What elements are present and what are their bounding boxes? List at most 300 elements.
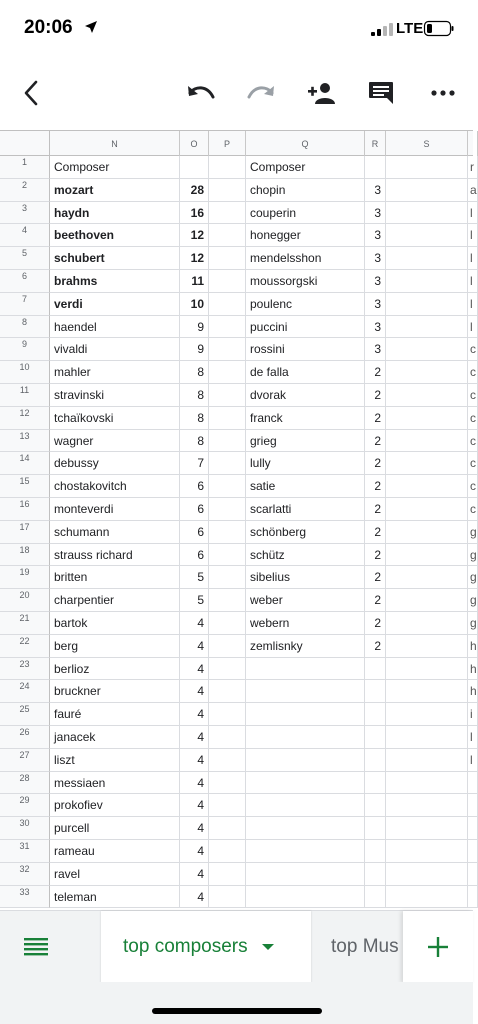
cell-p[interactable] [209, 202, 246, 225]
row-number[interactable]: 19 [0, 566, 50, 589]
cell-p[interactable] [209, 475, 246, 498]
cell-r[interactable] [365, 817, 386, 840]
cell-s[interactable] [386, 316, 468, 339]
cell-s[interactable] [386, 566, 468, 589]
cell-r[interactable] [365, 726, 386, 749]
cell-s[interactable] [386, 749, 468, 772]
table-row [0, 589, 477, 612]
cell-p[interactable] [209, 544, 246, 567]
cell-q[interactable] [246, 817, 365, 840]
cell-n[interactable]: fauré [50, 703, 180, 726]
cell-n[interactable]: berlioz [50, 658, 180, 681]
row-number[interactable]: 17 [0, 521, 50, 544]
cell-s[interactable] [386, 840, 468, 863]
cell-r[interactable]: 2 [365, 635, 386, 658]
cell-q[interactable]: couperin [246, 202, 365, 225]
cell-s[interactable] [386, 384, 468, 407]
cell-r[interactable]: 3 [365, 270, 386, 293]
cell-t[interactable]: l [468, 247, 478, 270]
row-number[interactable]: 10 [0, 361, 50, 384]
cell-s[interactable] [386, 475, 468, 498]
cell-o[interactable]: 4 [180, 726, 209, 749]
cell-r[interactable]: 3 [365, 202, 386, 225]
cell-t[interactable]: h [468, 680, 478, 703]
row-number[interactable]: 24 [0, 680, 50, 703]
cell-q[interactable]: grieg [246, 430, 365, 453]
cell-t[interactable]: h [468, 658, 478, 681]
cell-o[interactable]: 12 [180, 224, 209, 247]
cell-t[interactable]: l [468, 726, 478, 749]
cell-r[interactable] [365, 680, 386, 703]
table-row [0, 794, 473, 817]
row-number[interactable]: 6 [0, 270, 50, 293]
cell-n[interactable]: debussy [50, 452, 180, 475]
cell-r[interactable]: 2 [365, 475, 386, 498]
row-number[interactable]: 7 [0, 293, 50, 316]
cell-r[interactable] [365, 863, 386, 886]
cell-r[interactable] [365, 886, 386, 909]
cell-o[interactable]: 16 [180, 202, 209, 225]
cell-p[interactable] [209, 840, 246, 863]
cell-n[interactable]: chostakovitch [50, 475, 180, 498]
row-number[interactable]: 8 [0, 316, 50, 339]
cell-t[interactable]: g [468, 612, 478, 635]
cell-p[interactable] [209, 156, 246, 179]
table-row [0, 635, 477, 658]
cell-t[interactable]: l [468, 270, 478, 293]
row-number[interactable]: 3 [0, 202, 50, 225]
cell-n[interactable]: mozart [50, 179, 180, 202]
tab-top-composers[interactable] [101, 911, 311, 983]
cell-s[interactable] [386, 338, 468, 361]
cell-s[interactable] [386, 886, 468, 909]
cell-s[interactable] [386, 270, 468, 293]
cell-o[interactable]: 4 [180, 703, 209, 726]
cell-r[interactable]: 2 [365, 430, 386, 453]
cell-t[interactable]: g [468, 544, 478, 567]
cell-o[interactable]: 4 [180, 635, 209, 658]
row-number[interactable]: 30 [0, 817, 50, 840]
cell-t[interactable]: g [468, 521, 478, 544]
cell-r[interactable]: 2 [365, 498, 386, 521]
cell-n[interactable]: messiaen [50, 772, 180, 795]
cell-t[interactable]: l [468, 224, 478, 247]
row-number[interactable]: 15 [0, 475, 50, 498]
cell-p[interactable] [209, 612, 246, 635]
home-indicator[interactable] [152, 1008, 322, 1014]
cell-s[interactable] [386, 612, 468, 635]
cell-q[interactable]: chopin [246, 179, 365, 202]
cell-t[interactable]: g [468, 566, 478, 589]
cell-t[interactable] [468, 817, 478, 840]
column-header-row [0, 130, 473, 156]
cell-p[interactable] [209, 452, 246, 475]
cell-o[interactable]: 4 [180, 817, 209, 840]
row-number[interactable]: 21 [0, 612, 50, 635]
cell-q[interactable]: dvorak [246, 384, 365, 407]
cell-p[interactable] [209, 316, 246, 339]
cell-n[interactable]: Composer [50, 156, 180, 179]
row-number[interactable]: 2 [0, 179, 50, 202]
cell-n[interactable]: prokofiev [50, 794, 180, 817]
cell-s[interactable] [386, 247, 468, 270]
cell-q[interactable]: Composer [246, 156, 365, 179]
cell-r[interactable]: 3 [365, 224, 386, 247]
row-number[interactable]: 29 [0, 794, 50, 817]
cell-n[interactable]: stravinski [50, 384, 180, 407]
cell-q[interactable] [246, 772, 365, 795]
row-number[interactable]: 31 [0, 840, 50, 863]
cell-p[interactable] [209, 589, 246, 612]
cell-r[interactable]: 3 [365, 179, 386, 202]
column-header-p[interactable]: P [209, 131, 246, 156]
cell-q[interactable]: mendelsshon [246, 247, 365, 270]
cell-o[interactable]: 5 [180, 566, 209, 589]
cell-q[interactable]: schütz [246, 544, 365, 567]
cell-p[interactable] [209, 680, 246, 703]
cell-o[interactable]: 4 [180, 863, 209, 886]
comment-button[interactable] [364, 78, 398, 108]
cell-q[interactable]: scarlatti [246, 498, 365, 521]
cell-p[interactable] [209, 863, 246, 886]
cell-q[interactable]: schönberg [246, 521, 365, 544]
row-number[interactable]: 26 [0, 726, 50, 749]
row-number[interactable]: 32 [0, 863, 50, 886]
cell-r[interactable]: 3 [365, 247, 386, 270]
cell-o[interactable]: 4 [180, 680, 209, 703]
tab-top-music[interactable] [311, 911, 403, 983]
cell-r[interactable] [365, 156, 386, 179]
corner-cell[interactable] [0, 131, 50, 156]
cell-o[interactable]: 11 [180, 270, 209, 293]
row-number[interactable]: 18 [0, 544, 50, 567]
table-row [0, 293, 473, 316]
cell-r[interactable]: 3 [365, 338, 386, 361]
cell-s[interactable] [386, 179, 468, 202]
cell-p[interactable] [209, 338, 246, 361]
column-header-t[interactable] [468, 131, 478, 156]
row-number[interactable]: 12 [0, 407, 50, 430]
cell-r[interactable]: 2 [365, 452, 386, 475]
cell-s[interactable] [386, 156, 468, 179]
row-number[interactable]: 28 [0, 772, 50, 795]
cell-n[interactable]: liszt [50, 749, 180, 772]
cell-s[interactable] [386, 452, 468, 475]
table-row [0, 316, 473, 339]
tab-dropdown-icon[interactable] [262, 944, 274, 950]
cell-o[interactable]: 10 [180, 293, 209, 316]
cell-r[interactable] [365, 772, 386, 795]
cell-s[interactable] [386, 703, 468, 726]
cell-q[interactable] [246, 794, 365, 817]
cell-s[interactable] [386, 658, 468, 681]
cell-o[interactable]: 7 [180, 452, 209, 475]
cell-p[interactable] [209, 749, 246, 772]
row-number[interactable]: 1 [0, 156, 50, 179]
cell-r[interactable] [365, 749, 386, 772]
row-number[interactable]: 27 [0, 749, 50, 772]
cell-o[interactable]: 4 [180, 612, 209, 635]
cell-t[interactable] [468, 840, 478, 863]
cell-n[interactable]: rameau [50, 840, 180, 863]
cell-p[interactable] [209, 247, 246, 270]
cell-q[interactable]: de falla [246, 361, 365, 384]
cell-o[interactable]: 6 [180, 521, 209, 544]
cell-n[interactable]: ravel [50, 863, 180, 886]
cell-s[interactable] [386, 498, 468, 521]
cell-n[interactable]: beethoven [50, 224, 180, 247]
cell-s[interactable] [386, 407, 468, 430]
cell-t[interactable]: l [468, 293, 478, 316]
cell-n[interactable]: britten [50, 566, 180, 589]
row-number[interactable]: 23 [0, 658, 50, 681]
cell-r[interactable]: 3 [365, 316, 386, 339]
cell-r[interactable] [365, 794, 386, 817]
cell-n[interactable]: berg [50, 635, 180, 658]
cell-t[interactable]: h [468, 635, 478, 658]
cell-p[interactable] [209, 635, 246, 658]
cell-p[interactable] [209, 179, 246, 202]
cell-s[interactable] [386, 521, 468, 544]
cell-t[interactable] [468, 794, 478, 817]
undo-button[interactable] [184, 78, 218, 108]
cell-s[interactable] [386, 680, 468, 703]
cell-q[interactable]: poulenc [246, 293, 365, 316]
row-number[interactable]: 14 [0, 452, 50, 475]
cell-n[interactable]: wagner [50, 430, 180, 453]
cell-p[interactable] [209, 703, 246, 726]
cell-p[interactable] [209, 886, 246, 909]
cell-o[interactable]: 4 [180, 772, 209, 795]
cell-n[interactable]: vivaldi [50, 338, 180, 361]
cell-q[interactable]: honegger [246, 224, 365, 247]
cell-q[interactable] [246, 680, 365, 703]
sheet-tab-bar [0, 910, 473, 982]
table-row [0, 544, 477, 567]
cell-s[interactable] [386, 772, 468, 795]
cell-q[interactable]: lully [246, 452, 365, 475]
cell-n[interactable]: verdi [50, 293, 180, 316]
spreadsheet-grid[interactable] [0, 130, 477, 910]
cell-q[interactable]: satie [246, 475, 365, 498]
cell-n[interactable]: janacek [50, 726, 180, 749]
cell-o[interactable]: 28 [180, 179, 209, 202]
cell-n[interactable]: tchaïkovski [50, 407, 180, 430]
cell-n[interactable]: bruckner [50, 680, 180, 703]
cell-r[interactable]: 2 [365, 612, 386, 635]
cell-t[interactable]: g [468, 589, 478, 612]
row-number[interactable]: 5 [0, 247, 50, 270]
cell-o[interactable] [180, 156, 209, 179]
cell-q[interactable] [246, 726, 365, 749]
cell-t[interactable] [468, 772, 478, 795]
row-number[interactable]: 25 [0, 703, 50, 726]
cell-q[interactable] [246, 840, 365, 863]
column-header-q[interactable]: Q [246, 131, 365, 156]
cell-q[interactable]: zemlisnky [246, 635, 365, 658]
share-button[interactable] [304, 78, 338, 108]
redo-button[interactable] [244, 78, 278, 108]
cell-o[interactable]: 4 [180, 749, 209, 772]
cell-o[interactable]: 6 [180, 475, 209, 498]
row-number[interactable]: 16 [0, 498, 50, 521]
cell-r[interactable] [365, 703, 386, 726]
cell-t[interactable]: a [468, 179, 478, 202]
cell-t[interactable]: c [468, 407, 478, 430]
cell-t[interactable]: c [468, 361, 478, 384]
cell-t[interactable] [468, 863, 478, 886]
cell-p[interactable] [209, 270, 246, 293]
cell-n[interactable]: bartok [50, 612, 180, 635]
cell-q[interactable] [246, 749, 365, 772]
cell-o[interactable]: 8 [180, 361, 209, 384]
cell-n[interactable]: charpentier [50, 589, 180, 612]
cell-p[interactable] [209, 817, 246, 840]
cell-p[interactable] [209, 658, 246, 681]
row-number[interactable]: 4 [0, 224, 50, 247]
cell-n[interactable]: haydn [50, 202, 180, 225]
cell-q[interactable]: moussorgski [246, 270, 365, 293]
cell-p[interactable] [209, 384, 246, 407]
cell-q[interactable]: franck [246, 407, 365, 430]
cell-o[interactable]: 5 [180, 589, 209, 612]
cell-n[interactable]: mahler [50, 361, 180, 384]
cell-q[interactable] [246, 703, 365, 726]
cell-p[interactable] [209, 407, 246, 430]
cell-t[interactable]: r [468, 156, 478, 179]
cell-s[interactable] [386, 202, 468, 225]
cell-r[interactable]: 2 [365, 361, 386, 384]
cell-p[interactable] [209, 726, 246, 749]
cell-p[interactable] [209, 498, 246, 521]
cell-r[interactable]: 2 [365, 544, 386, 567]
cell-t[interactable]: c [468, 498, 478, 521]
more-icon [431, 89, 455, 97]
cell-o[interactable]: 6 [180, 544, 209, 567]
cell-t[interactable]: c [468, 338, 478, 361]
cell-r[interactable]: 2 [365, 521, 386, 544]
cell-t[interactable] [468, 886, 478, 909]
cell-o[interactable]: 8 [180, 430, 209, 453]
table-row [0, 772, 473, 795]
cell-p[interactable] [209, 361, 246, 384]
cell-n[interactable]: schumann [50, 521, 180, 544]
cell-q[interactable]: weber [246, 589, 365, 612]
cell-t[interactable]: c [468, 430, 478, 453]
cell-p[interactable] [209, 794, 246, 817]
cell-t[interactable]: l [468, 749, 478, 772]
cell-q[interactable] [246, 863, 365, 886]
cell-r[interactable]: 2 [365, 589, 386, 612]
cell-s[interactable] [386, 293, 468, 316]
table-row [0, 749, 473, 772]
cell-s[interactable] [386, 224, 468, 247]
cell-q[interactable]: puccini [246, 316, 365, 339]
cell-r[interactable]: 2 [365, 566, 386, 589]
cell-q[interactable]: sibelius [246, 566, 365, 589]
cell-n[interactable]: strauss richard [50, 544, 180, 567]
cell-t[interactable]: l [468, 202, 478, 225]
cell-p[interactable] [209, 224, 246, 247]
row-number[interactable]: 9 [0, 338, 50, 361]
row-number[interactable]: 11 [0, 384, 50, 407]
add-sheet-button[interactable] [403, 911, 473, 983]
column-header-n[interactable]: N [50, 131, 180, 156]
table-row [0, 863, 473, 886]
cell-o[interactable]: 12 [180, 247, 209, 270]
column-header-s[interactable]: S [386, 131, 468, 156]
cell-q[interactable]: rossini [246, 338, 365, 361]
cell-o[interactable]: 9 [180, 338, 209, 361]
sheet-list-button[interactable] [0, 911, 72, 983]
cell-p[interactable] [209, 772, 246, 795]
row-number[interactable]: 20 [0, 589, 50, 612]
cell-s[interactable] [386, 726, 468, 749]
cell-q[interactable] [246, 886, 365, 909]
cell-o[interactable]: 8 [180, 384, 209, 407]
cell-s[interactable] [386, 361, 468, 384]
cell-r[interactable]: 2 [365, 384, 386, 407]
cell-s[interactable] [386, 817, 468, 840]
column-header-o[interactable]: O [180, 131, 209, 156]
cell-o[interactable]: 9 [180, 316, 209, 339]
table-row [0, 452, 476, 475]
cell-o[interactable]: 4 [180, 658, 209, 681]
table-row [0, 658, 477, 681]
cell-n[interactable]: purcell [50, 817, 180, 840]
cell-r[interactable] [365, 840, 386, 863]
cell-r[interactable] [365, 658, 386, 681]
cell-n[interactable]: teleman [50, 886, 180, 909]
cell-o[interactable]: 8 [180, 407, 209, 430]
cell-p[interactable] [209, 430, 246, 453]
cell-t[interactable]: c [468, 452, 478, 475]
cell-q[interactable]: webern [246, 612, 365, 635]
cell-t[interactable]: i [468, 703, 478, 726]
more-options-button[interactable] [426, 78, 460, 108]
table-row [0, 407, 476, 430]
cell-s[interactable] [386, 544, 468, 567]
cell-o[interactable]: 6 [180, 498, 209, 521]
cell-t[interactable]: c [468, 475, 478, 498]
cell-p[interactable] [209, 293, 246, 316]
row-number[interactable]: 13 [0, 430, 50, 453]
cell-p[interactable] [209, 521, 246, 544]
cell-o[interactable]: 4 [180, 886, 209, 909]
cell-n[interactable]: haendel [50, 316, 180, 339]
cell-t[interactable]: l [468, 316, 478, 339]
cell-s[interactable] [386, 794, 468, 817]
cell-o[interactable]: 4 [180, 794, 209, 817]
cell-s[interactable] [386, 430, 468, 453]
cell-r[interactable]: 2 [365, 407, 386, 430]
cell-s[interactable] [386, 589, 468, 612]
cell-n[interactable]: schubert [50, 247, 180, 270]
cell-n[interactable]: brahms [50, 270, 180, 293]
cell-o[interactable]: 4 [180, 840, 209, 863]
column-header-r[interactable]: R [365, 131, 386, 156]
cell-t[interactable]: c [468, 384, 478, 407]
cell-q[interactable] [246, 658, 365, 681]
row-number[interactable]: 33 [0, 886, 50, 909]
cell-s[interactable] [386, 863, 468, 886]
cell-n[interactable]: monteverdi [50, 498, 180, 521]
back-button[interactable] [14, 78, 48, 108]
cell-p[interactable] [209, 566, 246, 589]
row-number[interactable]: 22 [0, 635, 50, 658]
cell-r[interactable]: 3 [365, 293, 386, 316]
cell-s[interactable] [386, 635, 468, 658]
